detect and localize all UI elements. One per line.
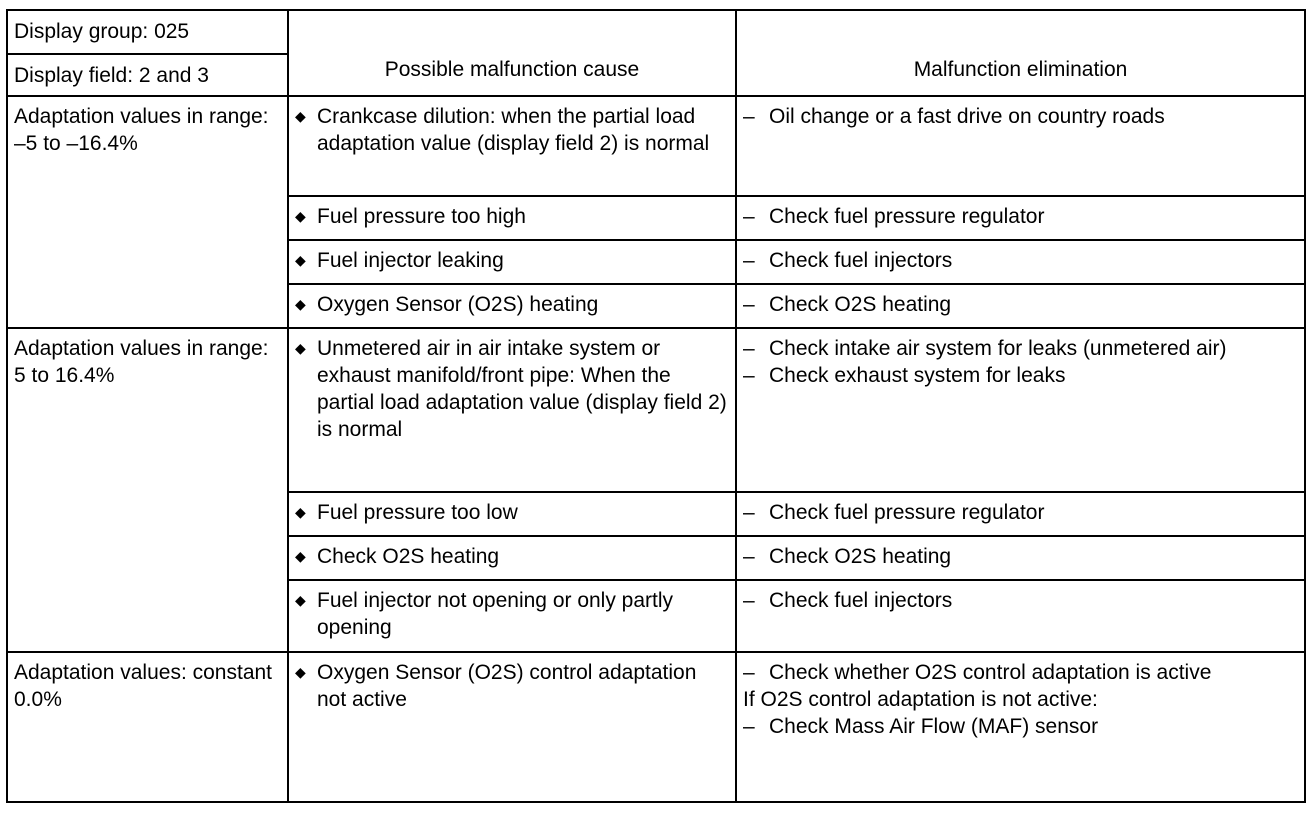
elimination-cell: [736, 196, 1305, 240]
display-field-label: Display field: 2 and 3: [8, 53, 287, 95]
cause-cell: [288, 328, 736, 492]
elimination-cell: [736, 652, 1305, 802]
elimination-cell: [736, 492, 1305, 536]
column-header-elimination: Malfunction elimination: [736, 10, 1305, 96]
header-display-info: [7, 10, 288, 96]
fix-text: Check Mass Air Flow (MAF) sensor: [769, 715, 1099, 738]
condition-cell: Adaptation values: constant 0.0%: [7, 652, 288, 802]
elimination-cell: [736, 284, 1305, 328]
cause-cell: [288, 96, 736, 196]
cause-text: Unmetered air in air intake system or exhaust manifold/front pipe: When the partial load adaptation value (display field 2) is normal: [317, 337, 727, 441]
fix-text: Check fuel injectors: [769, 589, 953, 612]
cause-text: Crankcase dilution: when the partial load adaptation value (display field 2) is normal: [317, 105, 710, 155]
diamond-bullet-icon: ◆: [295, 548, 306, 564]
dash-bullet: –: [743, 715, 755, 738]
cause-text: Fuel pressure too low: [317, 501, 518, 524]
fix-text: Check fuel pressure regulator: [769, 501, 1045, 524]
cause-text: Check O2S heating: [317, 545, 500, 568]
cause-text: Oxygen Sensor (O2S) heating: [317, 293, 599, 316]
diamond-bullet-icon: ◆: [295, 664, 306, 680]
table-row: [7, 328, 1305, 492]
dash-bullet: –: [743, 337, 755, 360]
diagnostic-table: [6, 9, 1306, 803]
fix-text: Check O2S heating: [769, 293, 952, 316]
condition-cell: Adaptation values in range: 5 to 16.4%: [7, 328, 288, 652]
elimination-cell: [736, 580, 1305, 652]
diamond-bullet-icon: ◆: [295, 108, 306, 124]
fix-text: Oil change or a fast drive on country roads: [769, 105, 1165, 128]
fix-text: Check fuel injectors: [769, 249, 953, 272]
cause-text: Oxygen Sensor (O2S) control adaptation not active: [317, 661, 697, 711]
diamond-bullet-icon: ◆: [295, 296, 306, 312]
table-row: [7, 652, 1305, 802]
cause-cell: [288, 580, 736, 652]
dash-bullet: –: [743, 545, 755, 568]
cause-cell: [288, 196, 736, 240]
cause-text: Fuel injector leaking: [317, 249, 504, 272]
dash-bullet: –: [743, 364, 755, 387]
dash-bullet: –: [743, 501, 755, 524]
cause-cell: [288, 240, 736, 284]
dash-bullet: –: [743, 293, 755, 316]
table-header-row: [7, 10, 1305, 96]
cause-text: Fuel injector not opening or only partly opening: [317, 589, 674, 639]
dash-bullet: –: [743, 205, 755, 228]
diamond-bullet-icon: ◆: [295, 208, 306, 224]
column-header-cause: Possible malfunction cause: [288, 10, 736, 96]
dash-bullet: –: [743, 661, 755, 684]
table-row: [7, 96, 1305, 196]
dash-bullet: –: [743, 105, 755, 128]
condition-cell: Adaptation values in range: –5 to –16.4%: [7, 96, 288, 328]
fix-note-text: If O2S control adaptation is not active:: [743, 688, 1098, 711]
dash-bullet: –: [743, 249, 755, 272]
diamond-bullet-icon: ◆: [295, 340, 306, 356]
elimination-cell: [736, 536, 1305, 580]
cause-cell: [288, 492, 736, 536]
diamond-bullet-icon: ◆: [295, 252, 306, 268]
fix-text: Check exhaust system for leaks: [769, 364, 1066, 387]
cause-cell: [288, 536, 736, 580]
cause-cell: [288, 652, 736, 802]
diamond-bullet-icon: ◆: [295, 504, 306, 520]
fix-text: Check fuel pressure regulator: [769, 205, 1045, 228]
cause-cell: [288, 284, 736, 328]
display-group-label: Display group: 025: [14, 20, 190, 43]
elimination-cell: [736, 240, 1305, 284]
diamond-bullet-icon: ◆: [295, 592, 306, 608]
fix-text: Check whether O2S control adaptation is active: [769, 661, 1212, 684]
elimination-cell: [736, 328, 1305, 492]
fix-text: Check O2S heating: [769, 545, 952, 568]
dash-bullet: –: [743, 589, 755, 612]
cause-text: Fuel pressure too high: [317, 205, 526, 228]
elimination-cell: [736, 96, 1305, 196]
fix-text: Check intake air system for leaks (unmetered air): [769, 337, 1227, 360]
